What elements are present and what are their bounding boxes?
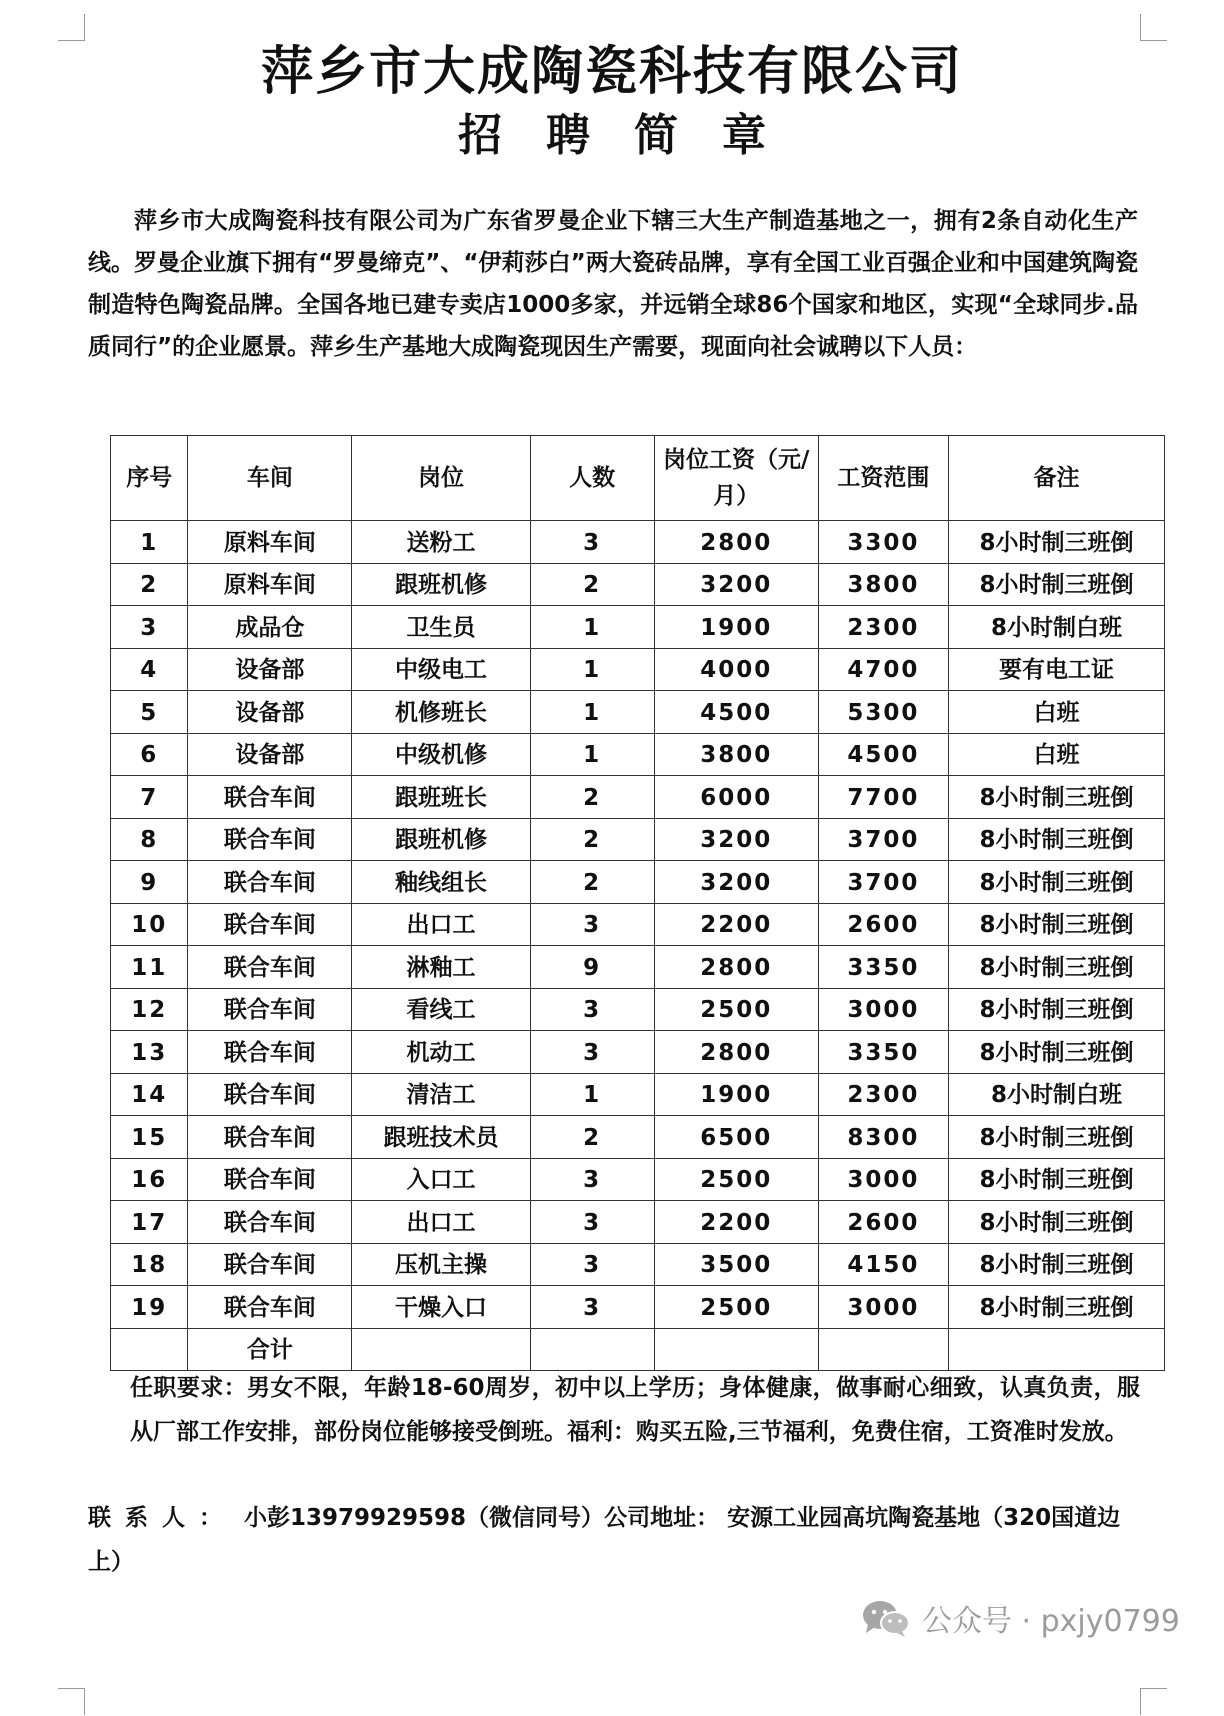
row-workshop: 联合车间 (188, 1073, 352, 1116)
row-headcount: 3 (530, 1243, 654, 1286)
total-cell-empty (530, 1328, 654, 1370)
row-notes: 8小时制三班倒 (949, 1286, 1165, 1329)
watermark (860, 1596, 1180, 1640)
row-index: 16 (111, 1158, 188, 1201)
row-salary-range: 4500 (818, 733, 948, 776)
row-index: 5 (111, 691, 188, 734)
row-salary: 2200 (654, 1201, 818, 1244)
row-salary-range: 3700 (818, 861, 948, 904)
row-headcount: 1 (530, 1073, 654, 1116)
table-row (111, 1243, 1165, 1286)
row-workshop: 联合车间 (188, 903, 352, 946)
row-position: 清洁工 (352, 1073, 530, 1116)
row-salary-range: 3700 (818, 818, 948, 861)
table-row (111, 648, 1165, 691)
table-row (111, 776, 1165, 819)
row-workshop: 联合车间 (188, 861, 352, 904)
row-salary-range: 3350 (818, 1031, 948, 1074)
table-row (111, 1158, 1165, 1201)
row-headcount: 3 (530, 1031, 654, 1074)
row-index: 11 (111, 946, 188, 989)
company-address: 安源工业园高坑陶瓷基地（320国道边上） (88, 1505, 1121, 1575)
contact-info (88, 1496, 1140, 1584)
row-workshop: 联合车间 (188, 1286, 352, 1329)
row-notes: 8小时制三班倒 (949, 1243, 1165, 1286)
header-workshop: 车间 (188, 436, 352, 521)
row-headcount: 3 (530, 1158, 654, 1201)
contact-person: 小彭13979929598（微信同号） (244, 1505, 605, 1531)
row-salary-range: 5300 (818, 691, 948, 734)
row-headcount: 2 (530, 563, 654, 606)
row-salary: 2500 (654, 1286, 818, 1329)
row-headcount: 1 (530, 648, 654, 691)
row-headcount: 1 (530, 691, 654, 734)
row-salary-range: 8300 (818, 1116, 948, 1159)
row-workshop: 原料车间 (188, 521, 352, 564)
table-row (111, 1286, 1165, 1329)
row-salary: 3800 (654, 733, 818, 776)
row-salary-range: 3300 (818, 521, 948, 564)
row-position: 入口工 (352, 1158, 530, 1201)
row-position: 中级机修 (352, 733, 530, 776)
table-total-row (111, 1328, 1165, 1370)
row-notes: 8小时制三班倒 (949, 1201, 1165, 1244)
row-index: 9 (111, 861, 188, 904)
row-salary: 1900 (654, 606, 818, 649)
row-position: 机动工 (352, 1031, 530, 1074)
document-subtitle: 招聘简章 (458, 110, 810, 161)
table-row (111, 691, 1165, 734)
table-row (111, 946, 1165, 989)
row-notes: 8小时制白班 (949, 606, 1165, 649)
row-headcount: 2 (530, 776, 654, 819)
row-workshop: 联合车间 (188, 1116, 352, 1159)
row-workshop: 成品仓 (188, 606, 352, 649)
row-notes: 8小时制三班倒 (949, 521, 1165, 564)
header-notes: 备注 (949, 436, 1165, 521)
row-workshop: 原料车间 (188, 563, 352, 606)
row-salary: 4000 (654, 648, 818, 691)
row-index: 17 (111, 1201, 188, 1244)
row-salary: 3200 (654, 563, 818, 606)
row-headcount: 9 (530, 946, 654, 989)
row-salary: 2800 (654, 521, 818, 564)
row-workshop: 设备部 (188, 691, 352, 734)
row-salary: 2800 (654, 1031, 818, 1074)
row-notes: 8小时制三班倒 (949, 861, 1165, 904)
total-label: 合计 (188, 1328, 352, 1370)
header-salary-range: 工资范围 (818, 436, 948, 521)
table-row (111, 733, 1165, 776)
row-workshop: 联合车间 (188, 988, 352, 1031)
row-salary-range: 3800 (818, 563, 948, 606)
row-salary: 6500 (654, 1116, 818, 1159)
row-position: 跟班技术员 (352, 1116, 530, 1159)
row-position: 跟班机修 (352, 818, 530, 861)
table-row (111, 988, 1165, 1031)
header-position: 岗位 (352, 436, 530, 521)
row-position: 看线工 (352, 988, 530, 1031)
row-salary-range: 3000 (818, 988, 948, 1031)
row-notes: 白班 (949, 733, 1165, 776)
intro-paragraph: 萍乡市大成陶瓷科技有限公司为广东省罗曼企业下辖三大生产制造基地之一，拥有2条自动化生产线。罗曼企业旗下拥有“罗曼缔克”、“伊莉莎白”两大瓷砖品牌，享有全国工业百强企业和中国建筑陶瓷制造特色陶瓷品牌。全国各地已建专卖店1000多家，并远销全球86个国家和地区，实现“全球同步.品质同行”的企业愿景。萍乡生产基地大成陶瓷现因生产需要，现面向社会诚聘以下人员： (88, 208, 1138, 360)
row-salary-range: 4700 (818, 648, 948, 691)
row-salary-range: 3000 (818, 1286, 948, 1329)
row-workshop: 联合车间 (188, 1158, 352, 1201)
contact-label: 联系人： (88, 1505, 236, 1531)
row-index: 1 (111, 521, 188, 564)
row-headcount: 2 (530, 861, 654, 904)
row-headcount: 3 (530, 1286, 654, 1329)
row-index: 10 (111, 903, 188, 946)
row-workshop: 联合车间 (188, 1201, 352, 1244)
row-notes: 8小时制三班倒 (949, 903, 1165, 946)
row-position: 淋釉工 (352, 946, 530, 989)
row-headcount: 3 (530, 988, 654, 1031)
row-index: 18 (111, 1243, 188, 1286)
row-position: 送粉工 (352, 521, 530, 564)
row-salary: 3200 (654, 818, 818, 861)
table-row (111, 1073, 1165, 1116)
row-notes: 8小时制三班倒 (949, 946, 1165, 989)
row-workshop: 联合车间 (188, 818, 352, 861)
row-salary: 2200 (654, 903, 818, 946)
row-headcount: 3 (530, 1201, 654, 1244)
row-headcount: 3 (530, 903, 654, 946)
row-salary: 2500 (654, 988, 818, 1031)
row-workshop: 设备部 (188, 648, 352, 691)
row-workshop: 联合车间 (188, 776, 352, 819)
row-notes: 8小时制三班倒 (949, 1031, 1165, 1074)
row-position: 机修班长 (352, 691, 530, 734)
row-position: 釉线组长 (352, 861, 530, 904)
row-index: 12 (111, 988, 188, 1031)
row-notes: 8小时制三班倒 (949, 776, 1165, 819)
row-salary: 2500 (654, 1158, 818, 1201)
row-index: 8 (111, 818, 188, 861)
requirements-text: 任职要求：男女不限，年龄18-60周岁，初中以上学历；身体健康，做事耐心细致，认真负责，服从厂部工作安排，部份岗位能够接受倒班。福利：购买五险,三节福利，免费住宿，工资准时发放。 (130, 1375, 1140, 1445)
row-position: 跟班机修 (352, 563, 530, 606)
row-index: 7 (111, 776, 188, 819)
row-salary-range: 4150 (818, 1243, 948, 1286)
row-index: 3 (111, 606, 188, 649)
table-row (111, 1116, 1165, 1159)
row-position: 干燥入口 (352, 1286, 530, 1329)
row-headcount: 1 (530, 733, 654, 776)
row-index: 2 (111, 563, 188, 606)
row-position: 卫生员 (352, 606, 530, 649)
row-position: 出口工 (352, 903, 530, 946)
table-row (111, 563, 1165, 606)
row-salary-range: 2600 (818, 903, 948, 946)
row-salary: 3500 (654, 1243, 818, 1286)
row-salary-range: 2300 (818, 1073, 948, 1116)
header-salary: 岗位工资（元/月） (654, 436, 818, 521)
row-salary-range: 3000 (818, 1158, 948, 1201)
row-salary: 3200 (654, 861, 818, 904)
total-cell-empty (818, 1328, 948, 1370)
row-headcount: 2 (530, 1116, 654, 1159)
row-notes: 要有电工证 (949, 648, 1165, 691)
row-notes: 8小时制三班倒 (949, 563, 1165, 606)
row-notes: 8小时制三班倒 (949, 1116, 1165, 1159)
job-table-body (111, 521, 1165, 1329)
row-index: 15 (111, 1116, 188, 1159)
row-salary: 2800 (654, 946, 818, 989)
crop-mark-bottom-right (1140, 1688, 1167, 1715)
row-salary-range: 2600 (818, 1201, 948, 1244)
row-position: 中级电工 (352, 648, 530, 691)
row-salary: 6000 (654, 776, 818, 819)
header-index: 序号 (111, 436, 188, 521)
row-workshop: 联合车间 (188, 1031, 352, 1074)
row-position: 出口工 (352, 1201, 530, 1244)
row-notes: 白班 (949, 691, 1165, 734)
row-salary-range: 7700 (818, 776, 948, 819)
crop-mark-top-right (1140, 14, 1167, 41)
header-headcount: 人数 (530, 436, 654, 521)
row-index: 19 (111, 1286, 188, 1329)
row-headcount: 1 (530, 606, 654, 649)
address-label: 公司地址： (604, 1505, 720, 1531)
row-index: 14 (111, 1073, 188, 1116)
row-index: 4 (111, 648, 188, 691)
table-row (111, 903, 1165, 946)
row-workshop: 联合车间 (188, 1243, 352, 1286)
total-cell-empty (352, 1328, 530, 1370)
row-salary: 4500 (654, 691, 818, 734)
row-notes: 8小时制三班倒 (949, 1158, 1165, 1201)
row-salary-range: 3350 (818, 946, 948, 989)
watermark-text: 公众号 · pxjy0799 (922, 1604, 1180, 1639)
company-title: 萍乡市大成陶瓷科技有限公司 (260, 42, 963, 102)
table-row (111, 606, 1165, 649)
row-notes: 8小时制三班倒 (949, 988, 1165, 1031)
row-index: 6 (111, 733, 188, 776)
row-notes: 8小时制三班倒 (949, 818, 1165, 861)
crop-mark-top-left (58, 14, 85, 41)
total-cell-empty (949, 1328, 1165, 1370)
table-row (111, 1031, 1165, 1074)
row-headcount: 3 (530, 521, 654, 564)
table-row (111, 1201, 1165, 1244)
table-row (111, 818, 1165, 861)
row-index: 13 (111, 1031, 188, 1074)
table-header-row (111, 436, 1165, 521)
row-notes: 8小时制白班 (949, 1073, 1165, 1116)
table-row (111, 861, 1165, 904)
row-salary-range: 2300 (818, 606, 948, 649)
crop-mark-bottom-left (58, 1688, 85, 1715)
table-row (111, 521, 1165, 564)
row-salary: 1900 (654, 1073, 818, 1116)
row-headcount: 2 (530, 818, 654, 861)
job-table (110, 435, 1165, 1371)
total-cell-empty (111, 1328, 188, 1370)
wechat-icon (860, 1598, 912, 1638)
total-cell-empty (654, 1328, 818, 1370)
row-workshop: 设备部 (188, 733, 352, 776)
row-position: 跟班班长 (352, 776, 530, 819)
row-workshop: 联合车间 (188, 946, 352, 989)
row-position: 压机主操 (352, 1243, 530, 1286)
